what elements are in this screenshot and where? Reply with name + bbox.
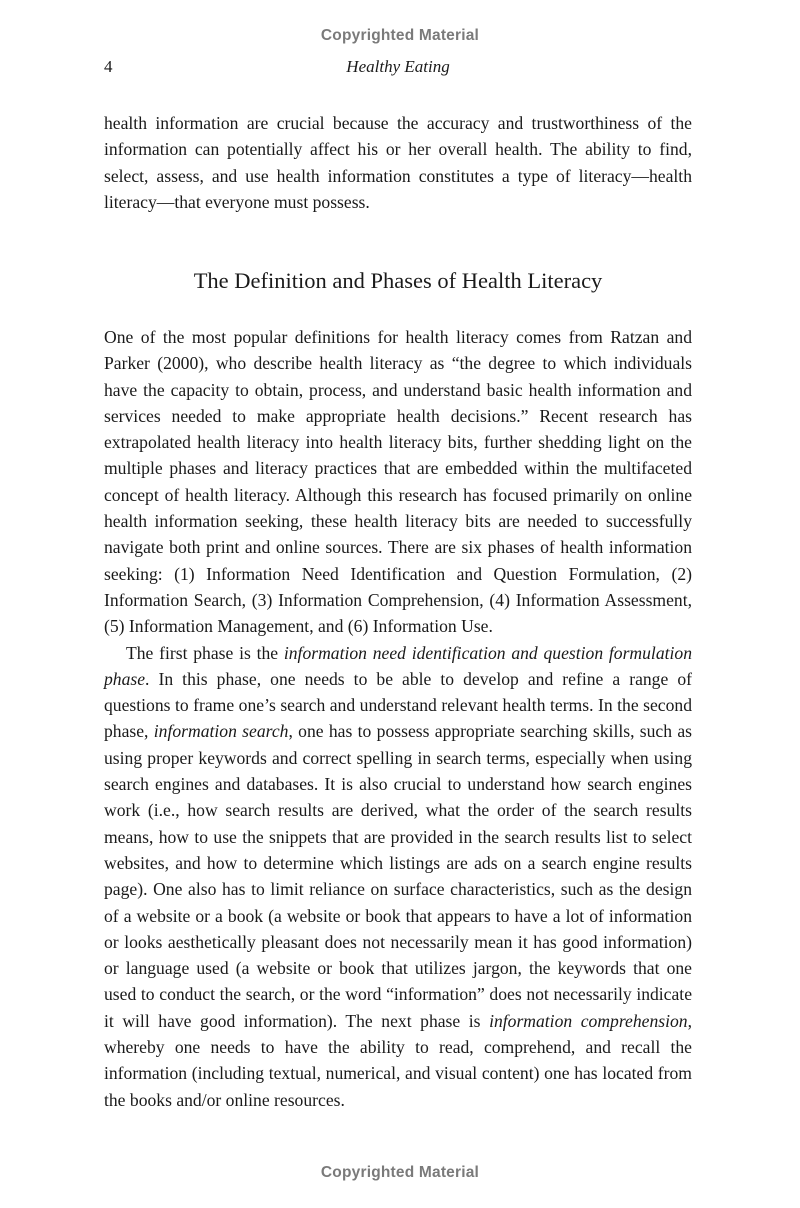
phase-term-question-formulation: information need identification and question formulation phase bbox=[104, 642, 692, 689]
page-number: 4 bbox=[104, 57, 113, 76]
section-body bbox=[104, 324, 692, 1113]
paragraph-text: , one has to possess appropriate searching skills, such as using proper keywords and correct spelling in search terms, especially when using search engines and databases. It is also crucial to understand how search engines work (i.e., how search results are derived, what the order of the search results means, how to use the snippets that are provided in the search results list to select websites, and how to determine which listings are ads on a search engine results page). One also has to limit reliance on surface characteristics, such as the design of a website or a book (a website or book that appears to have a lot of information or looks aesthetically pleasant does not necessarily mean it has good information) or language used (a website or book that utilizes jargon, the keywords that one used to conduct the search, or the word “information” does not necessarily indicate it will have good information). The next phase is bbox=[104, 721, 693, 1031]
paragraph-text: The first phase is the bbox=[126, 642, 284, 663]
intro-paragraph: health information are crucial because the accuracy and trustworthiness of the information can potentially affect his or her overall health. The ability to find, select, assess, and use health information constitutes a type of literacy—health literacy—that everyone must possess. bbox=[104, 113, 692, 212]
copyright-watermark-top: Copyrighted Material bbox=[320, 27, 480, 44]
paragraph-definition: One of the most popular definitions for health literacy comes from Ratzan and Parker (2000), who describe health literacy as “the degree to which individuals have the capacity to obtain, process, and understand basic health information and services needed to make appropriate health decisions.” Recent research has extrapolated health literacy into health literacy bits, further shedding light on the multiple phases and literacy practices that are embedded within the multifaceted concept of health literacy. Although this research has focused primarily on online health information seeking, these health literacy bits are needed to successfully navigate both print and online sources. There are six phases of health information seeking: (1) Information Need Identification and Question Formulation, (2) Information Search, (3) Information Comprehension, (4) Information Assessment, (5) Information Management, and (6) Information Use. bbox=[104, 327, 692, 637]
paragraph-text: . In this phase, one needs to be able to develop and refine a range of questions to frame one’s search and understand relevant health terms. In the second phase, bbox=[104, 668, 692, 742]
section-heading: The Definition and Phases of Health Literacy bbox=[193, 268, 603, 293]
intro-text bbox=[104, 110, 692, 215]
phase-term-information-search: information search bbox=[153, 721, 289, 742]
copyright-watermark-bottom: Copyrighted Material bbox=[320, 1164, 480, 1181]
book-title: Healthy Eating bbox=[346, 57, 450, 76]
paragraph-phases bbox=[104, 640, 692, 1113]
phase-term-information-comprehension: information comprehension bbox=[489, 1010, 688, 1031]
paragraph-text: , whereby one needs to have the ability to read, comprehend, and recall the information (including textual, numerical, and visual content) one has located from the books and/or online resources. bbox=[104, 1010, 692, 1110]
running-header bbox=[104, 57, 692, 79]
